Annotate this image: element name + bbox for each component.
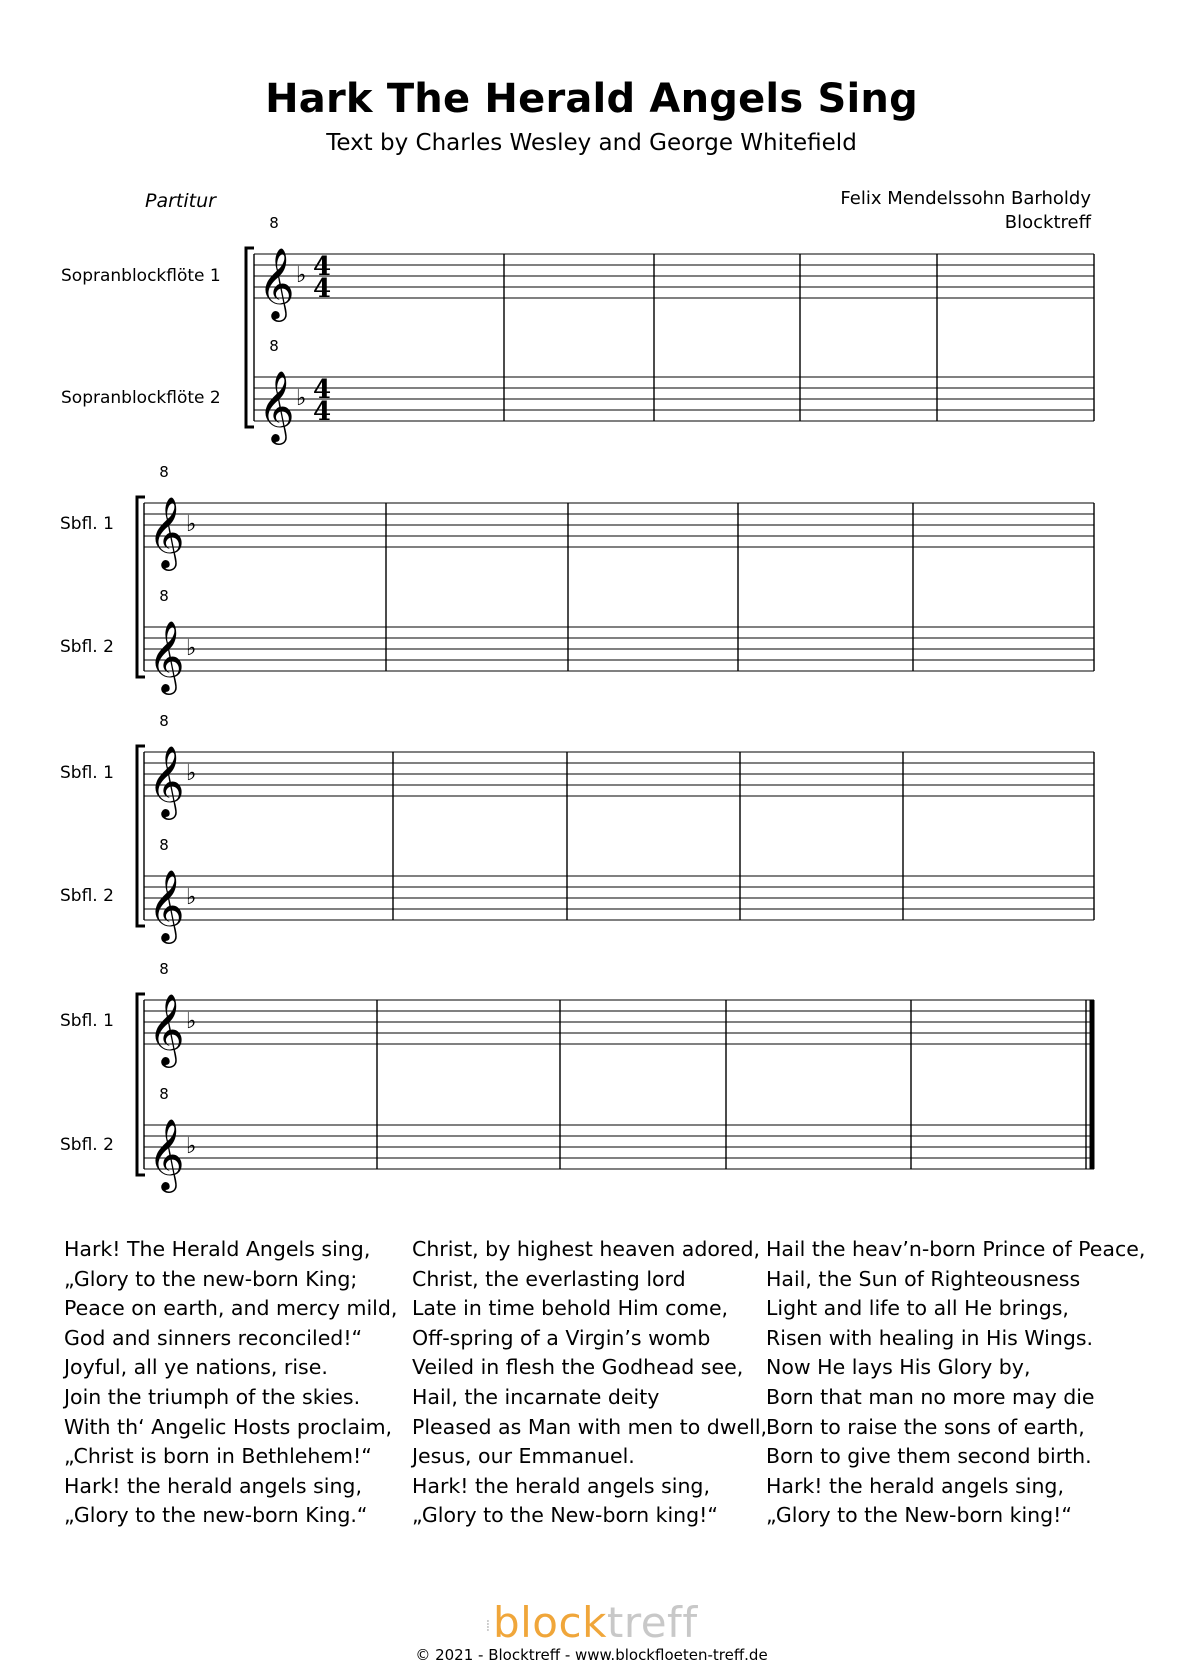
instrument-label: Sbfl. 2	[60, 637, 114, 657]
instrument-label: Sbfl. 1	[60, 1011, 114, 1031]
flat-icon: ♭	[186, 636, 197, 661]
staff	[144, 463, 1094, 571]
ottava-marker: 8	[269, 337, 279, 355]
flat-icon: ♭	[186, 512, 197, 537]
lyric-line: Hark! the herald angels sing,	[412, 1473, 710, 1498]
treble-clef-icon: 𝄞	[148, 744, 185, 817]
treble-clef-icon: 𝄞	[148, 992, 185, 1065]
lyric-line: Born to give them second birth.	[766, 1444, 1092, 1469]
arranger-name: Blocktreff	[1004, 212, 1091, 233]
lyric-line: Now He lays His Glory by,	[766, 1355, 1031, 1380]
logo-dots-icon: ⁞	[485, 1616, 491, 1635]
flat-icon: ♭	[186, 885, 197, 910]
lyric-line: Hark! the herald angels sing,	[766, 1473, 1064, 1498]
time-signature-numerator: 4	[312, 252, 332, 282]
blocktreff-logo	[0, 1598, 1183, 1647]
ottava-marker: 8	[159, 587, 169, 605]
lyric-line: Hark! The Herald Angels sing,	[64, 1237, 371, 1261]
lyric-line: Join the triumph of the skies.	[64, 1384, 361, 1409]
flat-icon: ♭	[186, 761, 197, 786]
lyric-line: „Glory to the New-born king!“	[412, 1503, 718, 1528]
staff	[144, 587, 1094, 695]
lyric-line: Born to raise the sons of earth,	[766, 1414, 1085, 1439]
staff-system	[137, 463, 1094, 695]
lyric-line: Hail the heav’n-born Prince of Peace,	[766, 1237, 1146, 1261]
lyric-line: Late in time behold Him come,	[412, 1296, 729, 1321]
staff	[254, 214, 1094, 322]
time-signature-denominator: 4	[312, 274, 332, 304]
lyric-line: God and sinners reconciled!“	[64, 1325, 363, 1350]
lyric-line: „Glory to the new-born King;	[64, 1266, 358, 1291]
lyrics-verse-2	[412, 1235, 767, 1531]
ottava-marker: 8	[159, 1085, 169, 1103]
instrument-label: Sbfl. 2	[60, 886, 114, 906]
treble-clef-icon: 𝄞	[258, 246, 295, 319]
treble-clef-icon: 𝄞	[148, 619, 185, 692]
staff-system	[137, 960, 1094, 1193]
lyric-line: Light and life to all He brings,	[766, 1296, 1069, 1321]
page-subtitle: Text by Charles Wesley and George Whitefield	[326, 130, 857, 156]
flat-icon: ♭	[186, 1009, 197, 1034]
treble-clef-icon: 𝄞	[148, 495, 185, 568]
lyric-line: Hark! the herald angels sing,	[64, 1473, 362, 1498]
lyric-line: Pleased as Man with men to dwell,	[412, 1414, 768, 1439]
ottava-marker: 8	[269, 214, 279, 232]
lyric-line: Peace on earth, and mercy mild,	[64, 1296, 398, 1321]
lyric-line: „Glory to the New-born king!“	[766, 1503, 1072, 1528]
lyric-line: Veiled in flesh the Godhead see,	[412, 1355, 744, 1380]
lyric-line: Risen with healing in His Wings.	[766, 1325, 1094, 1350]
treble-clef-icon: 𝄞	[148, 868, 185, 941]
lyric-line: Hail, the Sun of Righteousness	[766, 1266, 1081, 1291]
system-bracket	[246, 248, 254, 427]
staff	[144, 1085, 1094, 1193]
ottava-marker: 8	[159, 960, 169, 978]
lyric-line: Joyful, all ye nations, rise.	[64, 1355, 328, 1380]
page-title: Hark The Herald Angels Sing	[265, 76, 918, 122]
logo-text-block: block	[492, 1598, 607, 1647]
lyric-line: Born that man no more may die	[766, 1384, 1095, 1409]
instrument-label: Sopranblockflöte 1	[61, 266, 221, 286]
instrument-label: Sbfl. 1	[60, 514, 114, 534]
staff	[254, 337, 1094, 445]
ottava-marker: 8	[159, 463, 169, 481]
instrument-label: Sopranblockflöte 2	[61, 388, 221, 408]
copyright-footer: © 2021 - Blocktreff - www.blockfloeten-treff.de	[415, 1646, 768, 1664]
ottava-marker: 8	[159, 712, 169, 730]
staff	[144, 712, 1094, 820]
staff	[144, 960, 1094, 1068]
logo-text-treff: treff	[606, 1598, 698, 1647]
time-signature-denominator: 4	[312, 397, 332, 427]
time-signature-numerator: 4	[312, 375, 332, 405]
ottava-marker: 8	[159, 836, 169, 854]
lyric-line: Jesus, our Emmanuel.	[412, 1444, 635, 1469]
lyric-line: „Glory to the new-born King.“	[64, 1503, 368, 1528]
flat-icon: ♭	[186, 1134, 197, 1159]
lyric-line: Christ, the everlasting lord	[412, 1266, 686, 1291]
treble-clef-icon: 𝄞	[148, 1117, 185, 1190]
instrument-label: Sbfl. 1	[60, 763, 114, 783]
lyric-line: Off-spring of a Virgin’s womb	[412, 1325, 711, 1350]
flat-icon: ♭	[296, 263, 307, 288]
treble-clef-icon: 𝄞	[258, 369, 295, 442]
lyrics-verse-3	[766, 1235, 1145, 1531]
lyrics-verse-1	[64, 1235, 397, 1531]
partitur-label: Partitur	[145, 190, 216, 212]
lyric-line: Hail, the incarnate deity	[412, 1384, 660, 1409]
staff-system	[137, 712, 1094, 944]
lyric-line: With th‘ Angelic Hosts proclaim,	[64, 1414, 393, 1439]
composer-name: Felix Mendelssohn Barholdy	[840, 188, 1091, 209]
staff-system	[246, 214, 1094, 445]
instrument-label: Sbfl. 2	[60, 1135, 114, 1155]
flat-icon: ♭	[296, 386, 307, 411]
lyric-line: „Christ is born in Bethlehem!“	[64, 1444, 372, 1469]
staff	[144, 836, 1094, 944]
lyric-line: Christ, by highest heaven adored,	[412, 1237, 761, 1261]
